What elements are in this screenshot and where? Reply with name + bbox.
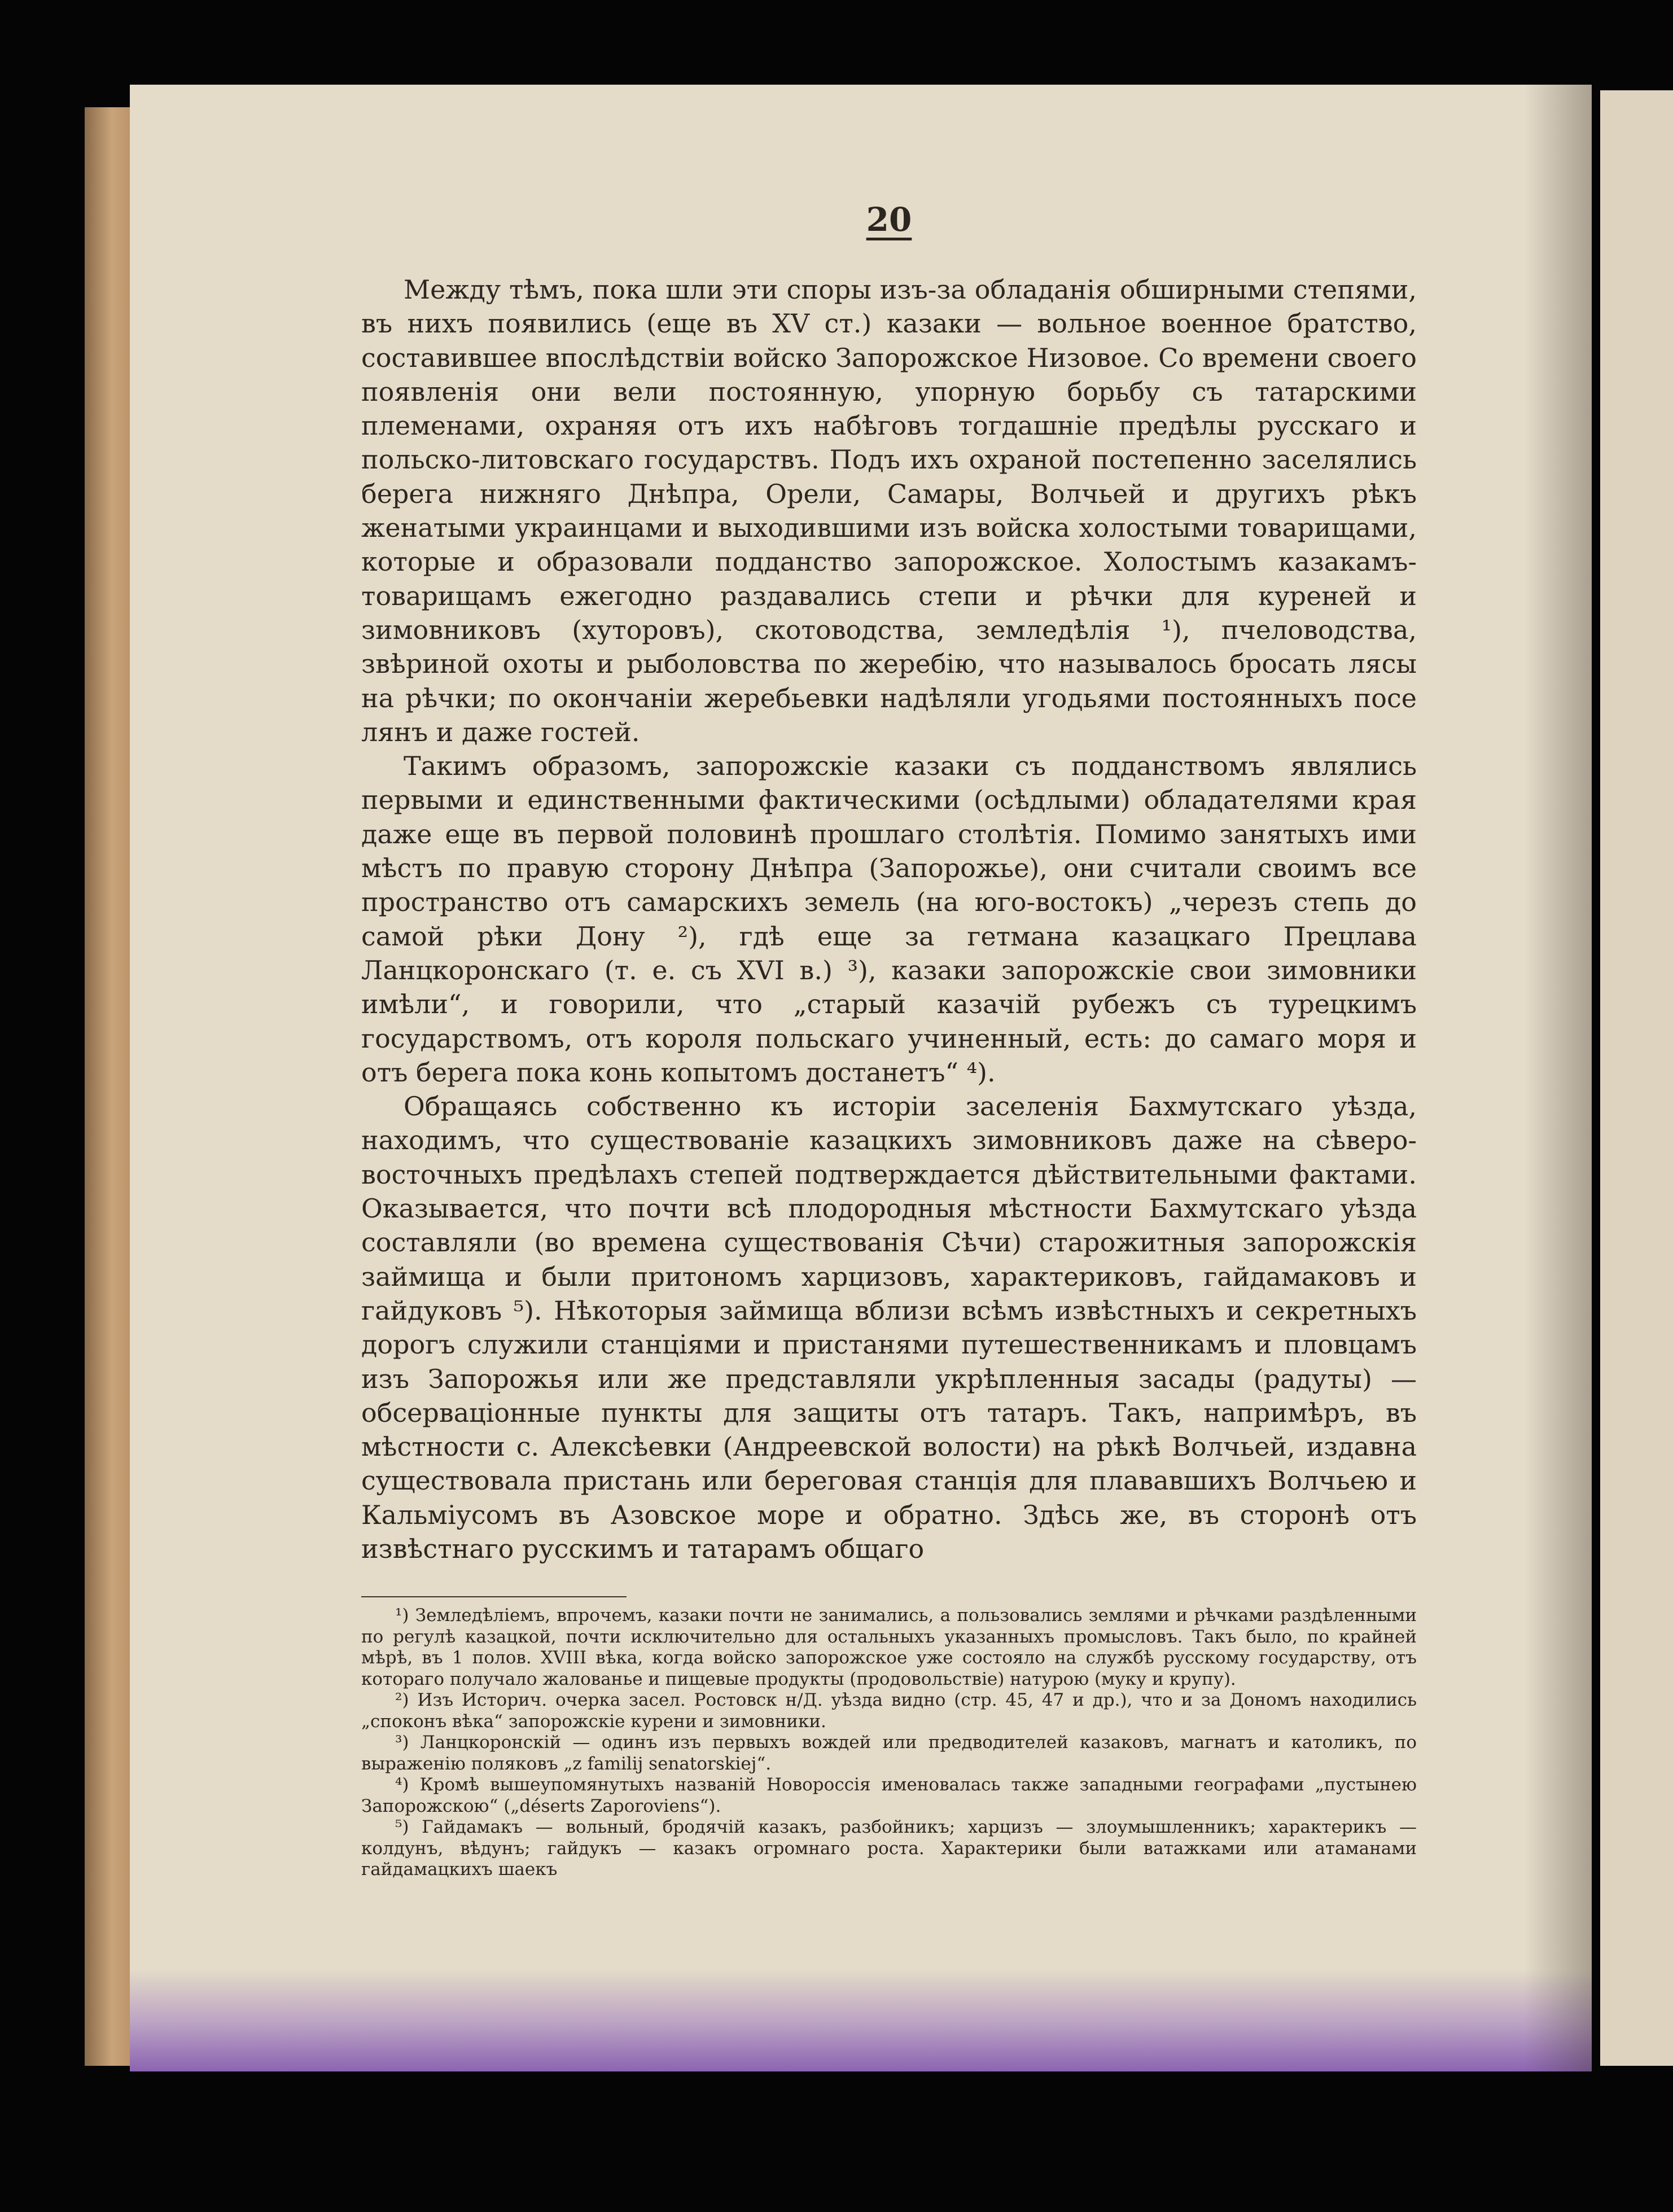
- footnote-3: ³) Ланцкоронскій — одинъ изъ первыхъ вождей или предводителей казаковъ, магнатъ и католикъ, по выраженію поляковъ „z familij senatorskiej“.: [361, 1732, 1417, 1774]
- paragraph-1: Между тѣмъ, пока шли эти споры изъ-за обладанія обширными степями, въ нихъ появились (еще въ XV ст.) казаки — вольное военное братство, составившее впослѣдствіи войско Запорожское Низовое. Со времени своего появленія они вели постоянную, упорную борьбу съ татарскими племенами, охраняя отъ ихъ набѣговъ тогдашніе предѣлы русскаго и польско-литовскаго государствъ. Подъ ихъ охраной постепенно заселялись берега нижняго Днѣпра, Орели, Самары, Волчьей и другихъ рѣкъ женатыми украинцами и выходившими изъ войска холостыми товарищами, которые и образовали подданство запорожское. Холостымъ казакамъ-товарищамъ ежегодно раздавались степи и рѣчки для куреней и зимовниковъ (хуторовъ), скотоводства, земледѣлія ¹), пчеловодства, звѣриной охоты и рыболовства по жеребію, что называлось бросать лясы на рѣчки; по окончаніи жеребьевки надѣляли угодьями постоянныхъ посе лянъ и даже гостей.: [361, 274, 1417, 747]
- footnote-2: ²) Изъ Историч. очерка засел. Ростовск н/Д. уѣзда видно (стр. 45, 47 и др.), что и за Дономъ находились „споконъ вѣка“ запорожскіе курени и зимовники.: [361, 1690, 1417, 1732]
- facing-page-edge: [1600, 90, 1673, 2066]
- footnote-1: ¹) Земледѣліемъ, впрочемъ, казаки почти не занимались, а пользовались землями и рѣчками раздѣленными по регулѣ казацкой, почти исключительно для остальныхъ указанныхъ промысловъ. Такъ было, по крайней мѣрѣ, въ 1 полов. XVIII вѣка, когда войско запорожское уже состояло на службѣ русскому государству, отъ котораго получало жалованье и пищевые продукты (продовольствіе) натурою (муку и крупу).: [361, 1605, 1417, 1689]
- paragraph-2: Такимъ образомъ, запорожскіе казаки съ подданствомъ являлись первыми и единственными фактическими (осѣдлыми) обладателями края даже еще въ первой половинѣ прошлаго столѣтія. Помимо занятыхъ ими мѣстъ по правую сторону Днѣпра (Запорожье), они считали своимъ все пространство отъ самарскихъ земель (на юго-востокъ) „черезъ степь до самой рѣки Дону ²), гдѣ еще за гетмана казацкаго Прецлава Ланцкоронскаго (т. е. съ XVI в.) ³), казаки запорожскіе свои зимовники имѣли“, и говорили, что „старый казачій рубежъ съ турецкимъ государствомъ, отъ короля польскаго учиненный, есть: до самаго моря и отъ берега пока конь копытомъ достанетъ“ ⁴).: [361, 751, 1417, 1088]
- footnotes: [361, 1588, 1417, 1881]
- binding-shadow: [1524, 85, 1592, 2071]
- footnote-5: ⁵) Гайдамакъ — вольный, бродячій казакъ, разбойникъ; харцизъ — злоумышленникъ; характерикъ — колдунъ, вѣдунъ; гайдукъ — казакъ огромнаго роста. Характерики были ватажками или атаманами гайдамацкихъ шаекъ: [361, 1817, 1417, 1880]
- paragraph-3: Обращаясь собственно къ исторіи заселенія Бахмутскаго уѣзда, находимъ, что существованіе казацкихъ зимовниковъ даже на сѣверо-восточныхъ предѣлахъ степей подтверждается дѣйствительными фактами. Оказывается, что почти всѣ плодородныя мѣстности Бахмутскаго уѣзда составляли (во времена существованія Сѣчи) старожитныя запорожскія займища и были притономъ харцизовъ, характериковъ, гайдамаковъ и гайдуковъ ⁵). Нѣкоторыя займища вблизи всѣмъ извѣстныхъ и секретныхъ дорогъ служили станціями и пристанями путешественникамъ и пловцамъ изъ Запорожья или же представляли укрѣпленныя засады (радуты) — обсерваціонные пункты для защиты отъ татаръ. Такъ, напримѣръ, въ мѣстности с. Алексѣевки (Андреевской волости) на рѣкѣ Волчьей, издавна существовала пристань или береговая станція для плававшихъ Волчьею и Кальміусомъ въ Азовское море и обратно. Здѣсь же, въ сторонѣ отъ извѣстнаго русскимъ и татарамъ общаго: [361, 1091, 1417, 1564]
- page-number: 20: [866, 200, 912, 239]
- page-content: [361, 200, 1417, 1881]
- footnote-4: ⁴) Кромѣ вышеупомянутыхъ названій Новороссія именовалась также западными географами „пустынею Запорожскою“ („déserts Zaporoviens“).: [361, 1775, 1417, 1816]
